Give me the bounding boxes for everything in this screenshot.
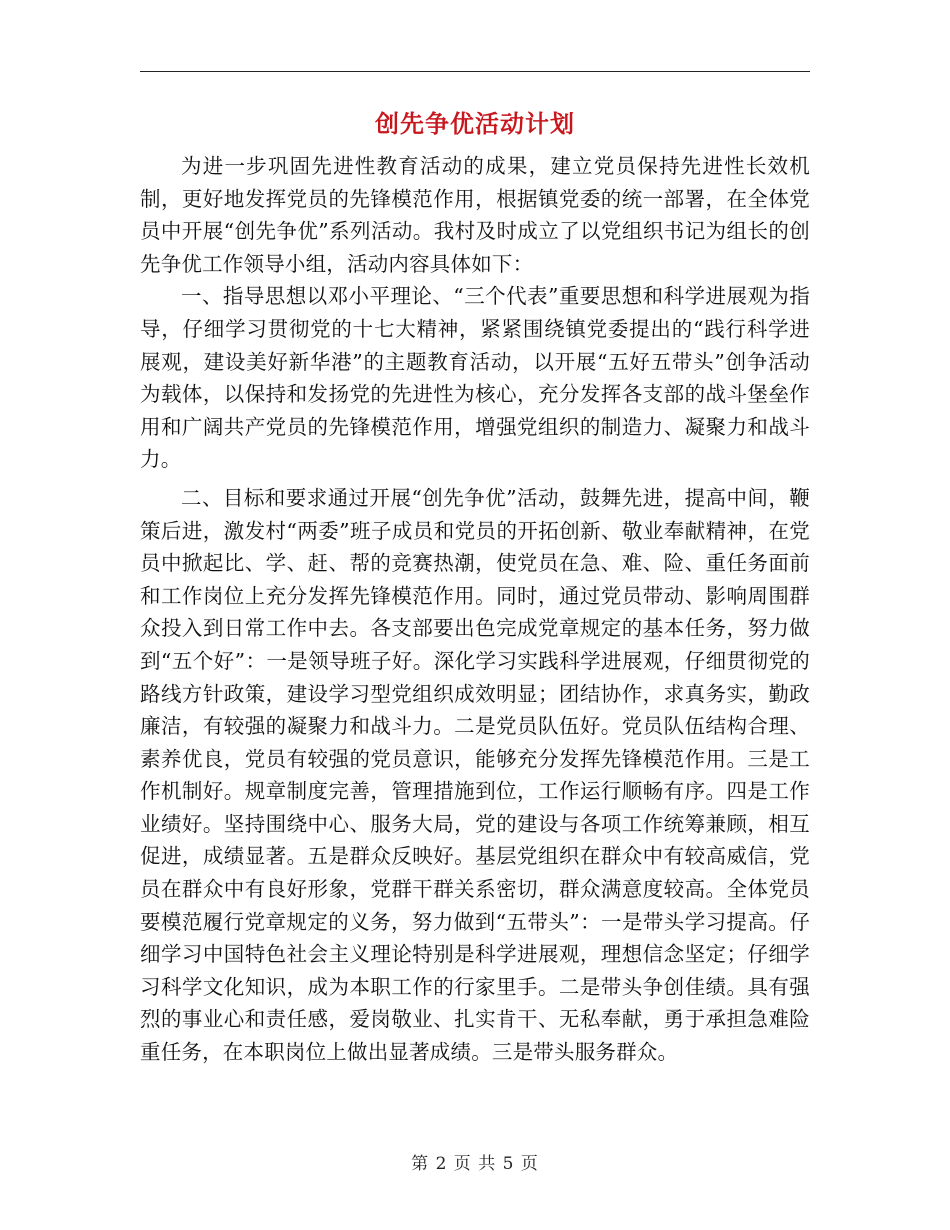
document-body xyxy=(140,150,810,1069)
paragraph-guiding-ideology: 一、指导思想以邓小平理论、“三个代表”重要思想和科学进展观为指导，仔细学习贯彻党的十七大精神，紧紧围绕镇党委提出的“践行科学进展观，建设美好新华港”的主题教育活动，以开展“五好五带头”创争活动为载体，以保持和发扬党的先进性为核心，充分发挥各支部的战斗堡垒作用和广阔共产党员的先锋模范作用，增强党组织的制造力、凝聚力和战斗力。 xyxy=(140,284,810,472)
page-title: 创先争优活动计划 xyxy=(375,109,575,138)
header-rule xyxy=(140,71,810,72)
paragraph-intro: 为进一步巩固先进性教育活动的成果，建立党员保持先进性长效机制，更好地发挥党员的先锋模范作用，根据镇党委的统一部署，在全体党员中开展“创先争优”系列活动。我村及时成立了以党组织书记为组长的创先争优工作领导小组，活动内容具体如下： xyxy=(140,154,810,276)
paragraph-goals-requirements: 二、目标和要求通过开展“创先争优”活动，鼓舞先进，提高中间，鞭策后进，激发村“两委”班子成员和党员的开拓创新、敬业奉献精神，在党员中掀起比、学、赶、帮的竞赛热潮，使党员在急、难、险、重任务面前和工作岗位上充分发挥先锋模范作用。同时，通过党员带动、影响周围群众投入到日常工作中去。各支部要出色完成党章规定的基本任务，努力做到“五个好”：一是领导班子好。深化学习实践科学进展观，仔细贯彻党的路线方针政策，建设学习型党组织成效明显；团结协作，求真务实，勤政廉洁，有较强的凝聚力和战斗力。二是党员队伍好。党员队伍结构合理、素养优良，党员有较强的党员意识，能够充分发挥先锋模范作用。三是工作机制好。规章制度完善，管理措施到位，工作运行顺畅有序。四是工作业绩好。坚持围绕中心、服务大局，党的建设与各项工作统筹兼顾，相互促进，成绩显著。五是群众反映好。基层党组织在群众中有较高威信，党员在群众中有良好形象，党群干群关系密切，群众满意度较高。全体党员要模范履行党章规定的义务，努力做到“五带头”：一是带头学习提高。仔细学习中国特色社会主义理论特别是科学进展观，理想信念坚定；仔细学习科学文化知识，成为本职工作的行家里手。二是带头争创佳绩。具有强烈的事业心和责任感，爱岗敬业、扎实肯干、无私奉献，勇于承担急难险重任务，在本职岗位上做出显著成绩。三是带头服务群众。 xyxy=(140,485,810,1065)
page-footer: 第 2 页 共 5 页 xyxy=(411,1154,539,1174)
